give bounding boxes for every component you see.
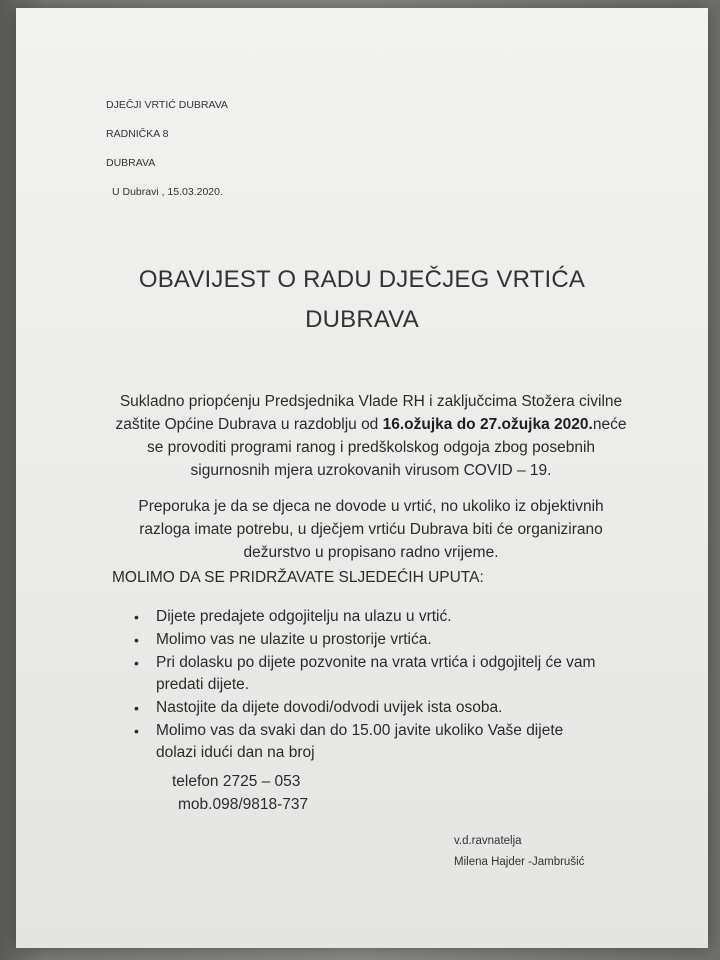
bullet-icon: •: [134, 700, 139, 716]
notice-document: [16, 8, 708, 948]
title-line2: DUBRAVA: [305, 306, 419, 333]
contact-phone: telefon 2725 – 053: [172, 773, 301, 790]
header-date: U Dubravi , 15.03.2020.: [112, 186, 223, 198]
paragraph-1: [111, 390, 631, 482]
list-item: • Molimo vas da svaki dan do 15.00 javite ukoliko Vaše dijete dolazi idući dan na broj: [134, 722, 564, 761]
instructions-heading: MOLIMO DA SE PRIDRŽAVATE SLJEDEĆIH UPUTA:: [112, 569, 484, 586]
bullet-icon: •: [134, 655, 139, 671]
paragraph-1-dates: 16.ožujka do 27.ožujka 2020.: [382, 416, 593, 433]
bullet-icon: •: [134, 632, 139, 648]
list-item: • Nastojite da dijete dovodi/odvodi uvijek ista osoba.: [128, 697, 608, 719]
bullet-icon: •: [134, 609, 139, 625]
header-street: RADNIČKA 8: [106, 128, 169, 140]
header-org: DJEČJI VRTIĆ DUBRAVA: [106, 99, 228, 111]
list-item: • Dijete predajete odgojitelju na ulazu u vrtić.: [128, 606, 608, 628]
bullet-icon: •: [134, 723, 139, 739]
paragraph-2: Preporuka je da se djeca ne dovode u vrtić, no ukoliko iz objektivnih razloga imate potrebu, u dječjem vrtiću Dubrava biti će organizirano dežurstvo u propisano radno vrijeme.: [138, 498, 604, 561]
list-item: • Molimo vas ne ulazite u prostorije vrtića.: [128, 629, 608, 651]
header-town: DUBRAVA: [106, 157, 156, 169]
contact-mobile: mob.098/9818-737: [178, 796, 309, 813]
instructions-list: [128, 606, 608, 765]
paragraph-1-text: Sukladno priopćenju Predsjednika Vlade RH i zaključcima Stožera civilne zaštite Općine Dubrava u razdoblju od: [115, 393, 623, 433]
title-line1: OBAVIJEST O RADU DJEČJEG VRTIĆA: [138, 266, 586, 293]
signature-role: v.d.ravnatelja: [454, 835, 522, 847]
signature-name: Milena Hajder -Jambrušić: [454, 856, 585, 868]
list-item: • Pri dolasku po dijete pozvonite na vrata vrtića i odgojitelj će vam predati dijete.: [134, 654, 596, 693]
paragraph-1-text-cont: neće se provoditi programi ranog i predškolskog odgoja zbog posebnih sigurnosnih mjera uzrokovanih virusom COVID – 19.: [146, 416, 627, 479]
